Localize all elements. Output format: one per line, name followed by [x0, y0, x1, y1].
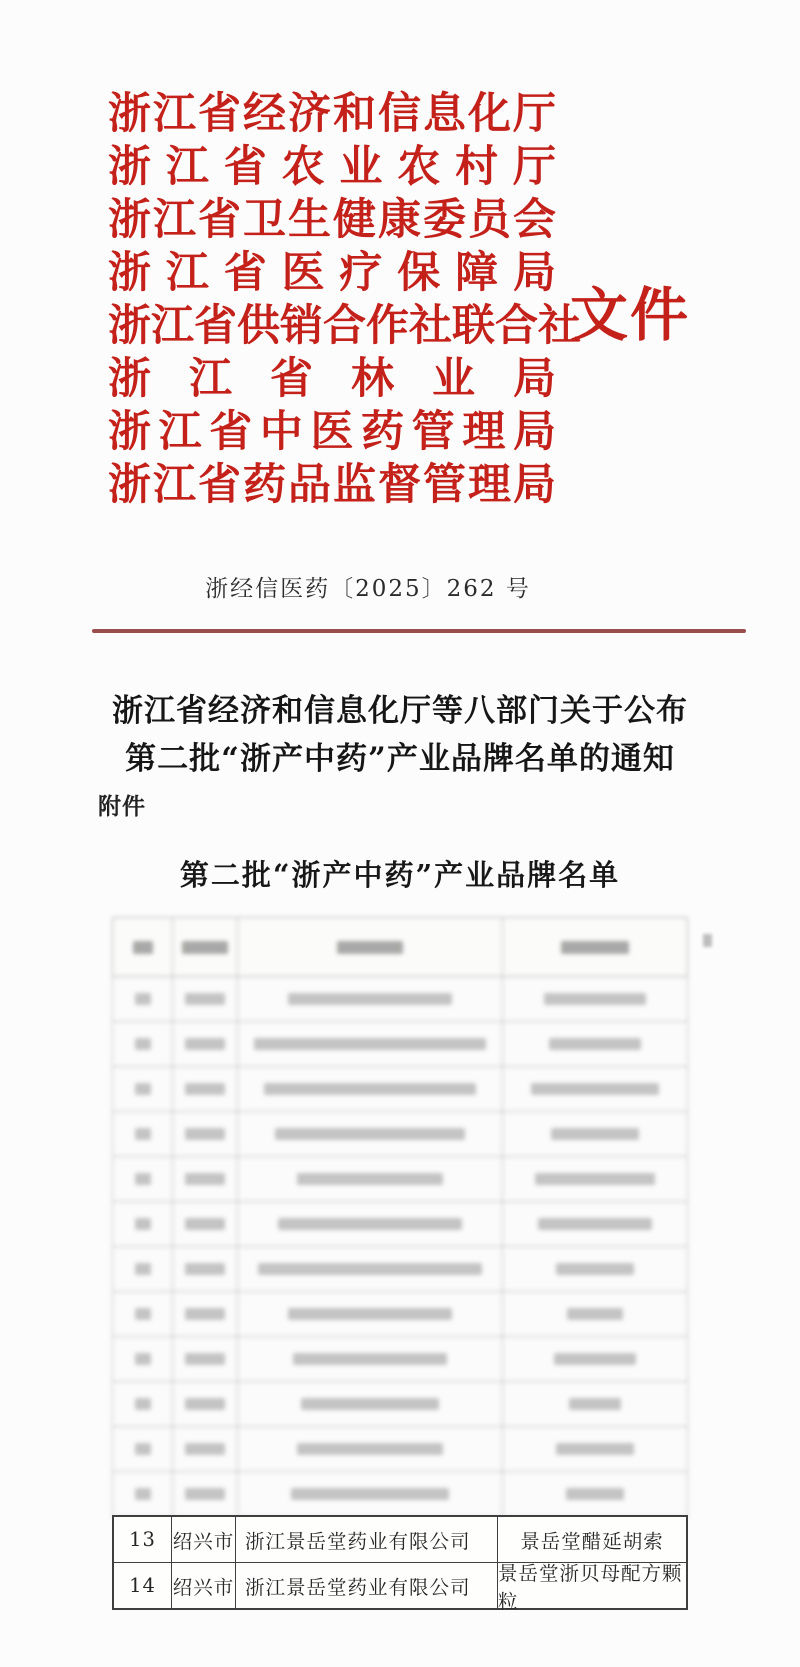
table-row-blurred: [112, 1202, 688, 1247]
attachment-label: 附件: [98, 793, 146, 820]
table-row-blurred: [112, 1337, 688, 1382]
table-row: [114, 1561, 686, 1613]
table-row-blurred: [112, 1157, 688, 1202]
doc-number: 浙经信医药〔2025〕262 号: [205, 576, 531, 602]
table-header-row-blurred: [112, 917, 688, 977]
notice-title-line1: 浙江省经济和信息化厅等八部门关于公布: [112, 693, 688, 729]
table-row-blurred: [112, 1382, 688, 1427]
doc-type-label: 文件: [570, 281, 691, 349]
brand-list-table: [112, 917, 688, 1613]
company-cell: 浙江景岳堂药业有限公司: [236, 1517, 498, 1562]
city-cell: 绍兴市: [172, 1517, 236, 1562]
table-row-blurred: [112, 1112, 688, 1157]
table-title: 第二批“浙产中药”产业品牌名单: [179, 858, 621, 892]
table-row-blurred: [112, 1292, 688, 1337]
department-name: 浙江省林业局: [108, 354, 556, 404]
brand-cell: 景岳堂醋延胡索: [520, 1529, 664, 1553]
row-number: 14: [114, 1563, 172, 1608]
department-name: 浙江省中医药管理局: [108, 407, 556, 457]
notice-title-line2: 第二批“浙产中药”产业品牌名单的通知: [125, 741, 675, 777]
issuing-departments: [108, 88, 581, 512]
table-row-blurred: [112, 1472, 688, 1517]
table-row-blurred: [112, 1247, 688, 1292]
red-divider-line: [92, 629, 746, 633]
table-row-blurred: [112, 977, 688, 1022]
department-name: 浙江省农业农村厅: [108, 142, 556, 192]
department-name: 浙江省医疗保障局: [108, 248, 556, 298]
department-name: 浙江省药品监督管理局: [108, 460, 556, 510]
department-name: 浙江省经济和信息化厅: [108, 89, 556, 139]
brand-cell: 景岳堂浙贝母配方颗粒: [498, 1561, 683, 1613]
page-corner-mark: [703, 934, 712, 947]
table-blurred-section: [112, 917, 688, 1517]
city-cell: 绍兴市: [172, 1563, 236, 1608]
table-row-blurred: [112, 1067, 688, 1112]
department-name: 浙江省卫生健康委员会: [108, 195, 556, 245]
notice-title: [0, 687, 800, 783]
table-row: [114, 1517, 686, 1562]
highlighted-rows-box: [112, 1515, 688, 1613]
company-cell: 浙江景岳堂药业有限公司: [236, 1563, 498, 1608]
table-row-blurred: [112, 1427, 688, 1472]
department-name: 浙江省供销合作社联合社: [108, 301, 581, 351]
table-row-blurred: [112, 1022, 688, 1067]
row-number: 13: [114, 1517, 172, 1562]
